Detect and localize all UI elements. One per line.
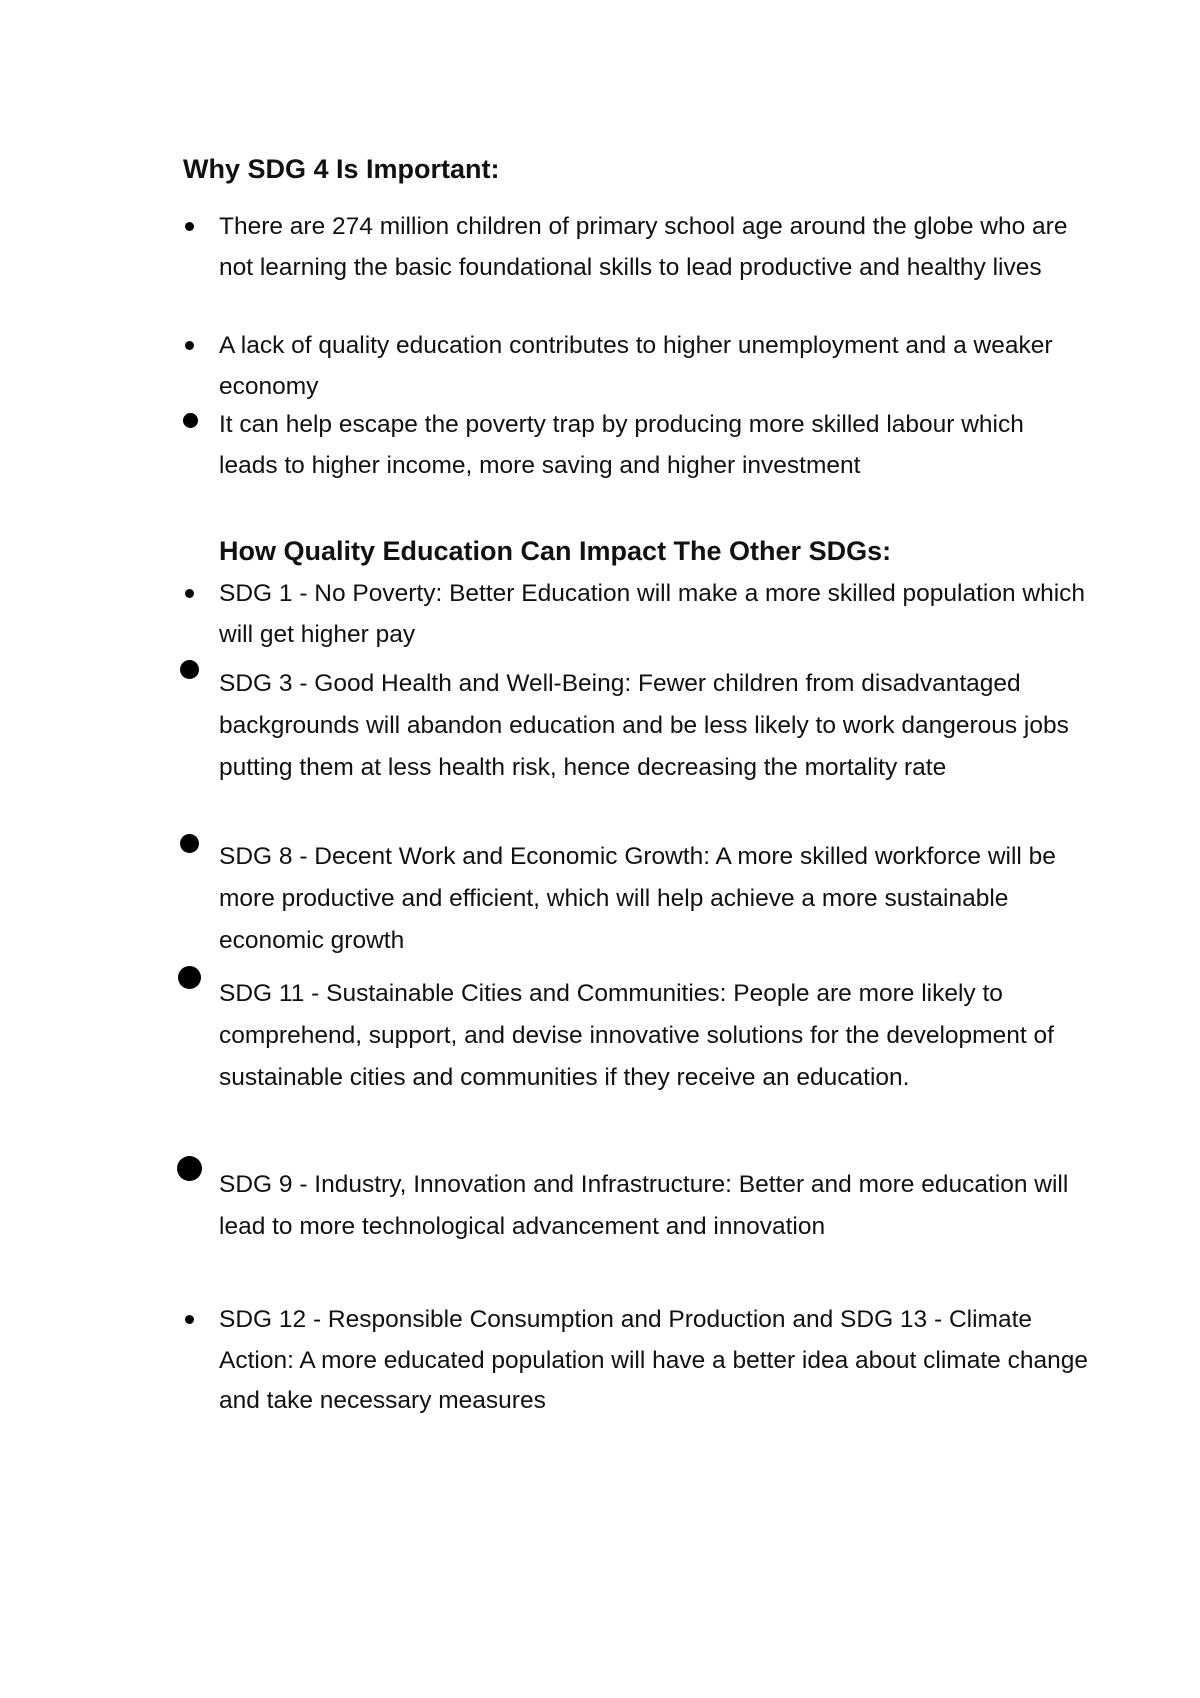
section-heading-impact: How Quality Education Can Impact The Other SDGs: bbox=[219, 536, 892, 566]
list-item: SDG 12 - Responsible Consumption and Production and SDG 13 - Climate Action: A more educated population will have a better idea about climate change and take necessary measures bbox=[219, 1306, 1088, 1414]
list-item: SDG 8 - Decent Work and Economic Growth: A more skilled workforce will be more productive and efficient, which will help achieve a more sustainable economic growth bbox=[219, 843, 1056, 954]
list-item: It can help escape the poverty trap by producing more skilled labour which leads to higher income, more saving and higher investment bbox=[219, 411, 1024, 479]
list-item: SDG 3 - Good Health and Well-Being: Fewer children from disadvantaged backgrounds will abandon education and be less likely to work dangerous jobs putting them at less health risk, hence decreasing the mortality rate bbox=[219, 670, 1069, 781]
list-item: A lack of quality education contributes to higher unemployment and a weaker economy bbox=[219, 332, 1053, 400]
list-item: SDG 9 - Industry, Innovation and Infrastructure: Better and more education will lead to more technological advancement and innovation bbox=[219, 1171, 1069, 1240]
bullet-icon bbox=[178, 966, 201, 989]
bullet-icon bbox=[177, 1156, 202, 1181]
list-item: SDG 11 - Sustainable Cities and Communities: People are more likely to comprehend, support, and devise innovative solutions for the development of sustainable cities and communities if they receive an education. bbox=[219, 980, 1054, 1091]
bullet-icon bbox=[183, 413, 198, 428]
bullet-icon bbox=[180, 834, 199, 853]
list-item: SDG 1 - No Poverty: Better Education will make a more skilled population which will get higher pay bbox=[219, 580, 1086, 648]
bullet-icon bbox=[185, 222, 194, 231]
bullet-icon bbox=[180, 660, 199, 679]
bullet-icon bbox=[185, 589, 194, 598]
bullet-icon bbox=[185, 1315, 194, 1324]
list-item: There are 274 million children of primary school age around the globe who are not learning the basic foundational skills to lead productive and healthy lives bbox=[219, 213, 1068, 281]
bullet-icon bbox=[185, 341, 194, 350]
section-heading-why-sdg4: Why SDG 4 Is Important: bbox=[183, 154, 500, 184]
